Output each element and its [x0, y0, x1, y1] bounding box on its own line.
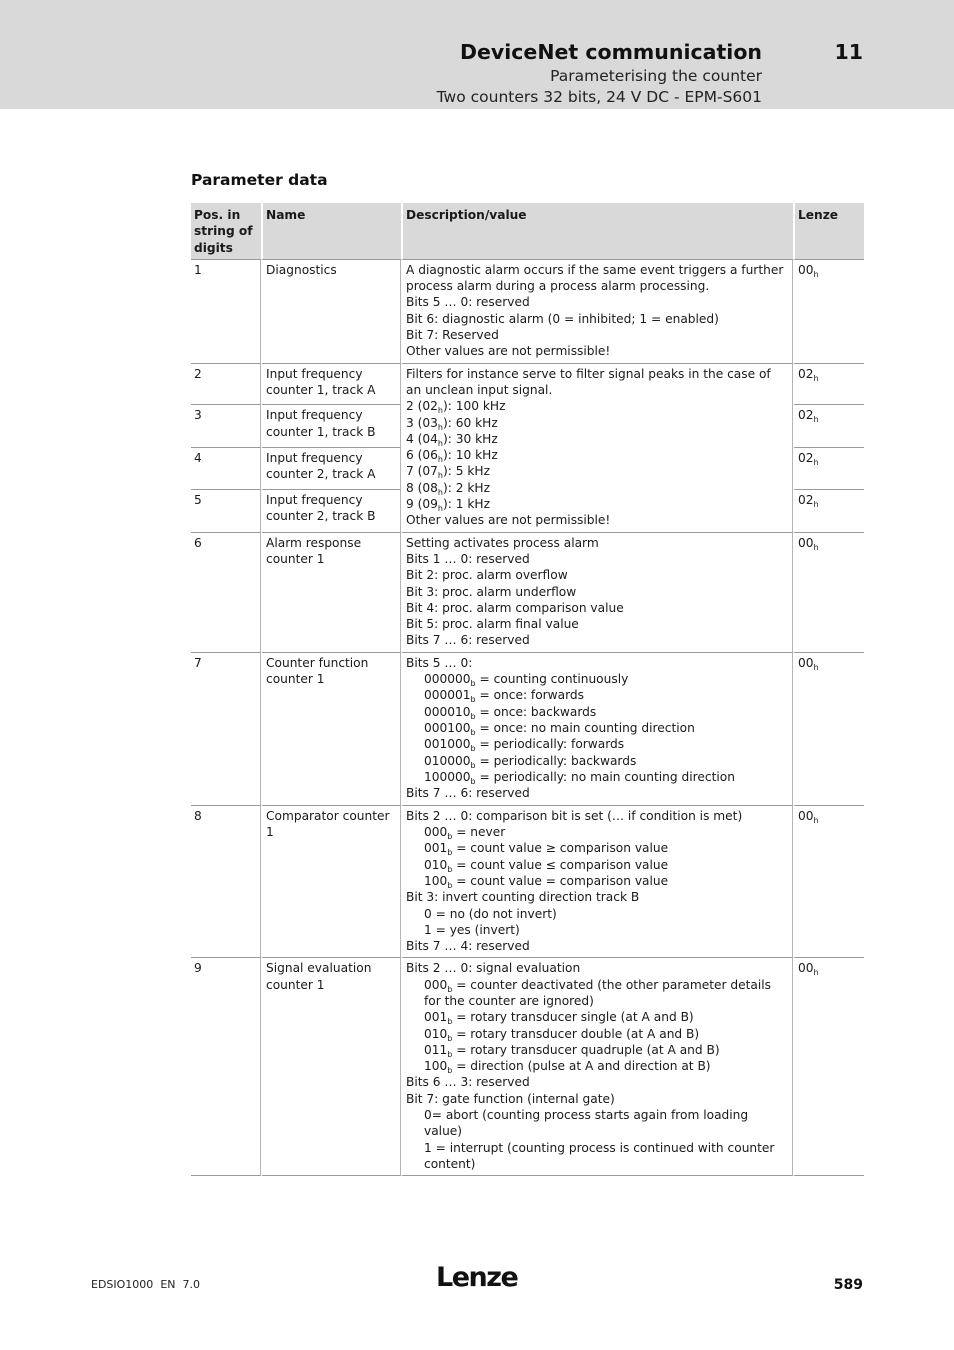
page-subtitle-2: Two counters 32 bits, 24 V DC - EPM-S601: [436, 88, 762, 106]
parameter-table: [191, 203, 864, 1176]
desc-line: Bit 4: proc. alarm comparison value: [406, 600, 624, 615]
desc-line: Bits 7 … 6: reserved: [406, 786, 530, 801]
desc-line: $010_b$ = count value ≤ comparison value: [424, 857, 669, 874]
desc-line: 6 $(06_h)$: 10 kHz: [406, 448, 498, 465]
table-row: [191, 260, 864, 364]
table-row: [191, 806, 864, 959]
cell-pos: 6: [191, 533, 261, 653]
header-name: Name: [261, 203, 401, 260]
table-row: [191, 533, 864, 653]
desc-line: Bits 5 … 0:: [406, 655, 473, 670]
desc-line: 9 $(09_h)$: 1 kHz: [406, 497, 490, 514]
table-row: [191, 653, 864, 806]
cell-desc: [401, 653, 793, 806]
desc-line: $001_b$ = rotary transducer single (at A and B): [424, 1010, 694, 1027]
cell-name: Signal evaluation counter 1: [261, 958, 401, 1176]
cell-desc-frequency: [401, 364, 793, 533]
cell-desc: [401, 958, 793, 1176]
desc-line: $001_b$ = count value ≥ comparison value: [424, 841, 669, 858]
desc-line: Bits 6 … 3: reserved: [406, 1075, 530, 1090]
cell-lenze: $02_h$: [793, 405, 864, 448]
header-band: [0, 0, 954, 109]
desc-line: $100000_b$ = periodically: no main counting direction: [424, 769, 735, 786]
table-header-row: [191, 203, 864, 260]
desc-line: 0 = no (do not invert): [424, 906, 557, 921]
cell-desc: [401, 533, 793, 653]
cell-name: Input frequency counter 1, track A: [261, 364, 401, 406]
header-lenze: Lenze: [793, 203, 864, 260]
cell-lenze: $02_h$: [793, 364, 864, 406]
desc-line: Bit 7: gate function (internal gate): [406, 1091, 615, 1106]
cell-lenze: $02_h$: [793, 448, 864, 490]
page-subtitle-1: Parameterising the counter: [550, 67, 762, 85]
desc-line: $010000_b$ = periodically: backwards: [424, 753, 637, 770]
cell-pos: 8: [191, 806, 261, 959]
cell-name: Alarm response counter 1: [261, 533, 401, 653]
cell-desc: [401, 806, 793, 959]
header-pos: Pos. in string of digits: [191, 203, 261, 260]
lenze-logo: Lenze: [436, 1262, 518, 1293]
desc-line: Setting activates process alarm: [406, 535, 599, 550]
cell-pos: 5: [191, 490, 261, 533]
desc-line: $100_b$ = direction (pulse at A and direction at B): [424, 1059, 711, 1076]
cell-name: Comparator counter 1: [261, 806, 401, 959]
cell-name: Input frequency counter 2, track B: [261, 490, 401, 533]
cell-pos: 2: [191, 364, 261, 406]
desc-line: Other values are not permissible!: [406, 344, 611, 359]
desc-line: Bits 2 … 0: comparison bit is set (… if condition is met): [406, 808, 743, 823]
cell-pos: 9: [191, 958, 261, 1176]
desc-line: Bits 7 … 6: reserved: [406, 633, 530, 648]
cell-pos: 1: [191, 260, 261, 364]
cell-lenze: $00_h$: [793, 806, 864, 959]
desc-line: 0= abort (counting process starts again from loading value): [424, 1108, 749, 1139]
cell-lenze: $00_h$: [793, 260, 864, 364]
desc-line: Bits 2 … 0: signal evaluation: [406, 961, 581, 976]
desc-line: Bits 1 … 0: reserved: [406, 551, 530, 566]
cell-name: Input frequency counter 2, track A: [261, 448, 401, 490]
desc-line: $000001_b$ = once: forwards: [424, 688, 585, 705]
desc-line: $011_b$ = rotary transducer quadruple (at A and B): [424, 1042, 720, 1059]
footer-document-id: EDSIO1000 EN 7.0: [91, 1278, 200, 1291]
page-title: DeviceNet communication: [459, 40, 762, 64]
desc-line: $010_b$ = rotary transducer double (at A and B): [424, 1026, 700, 1043]
desc-line: 3 $(03_h)$: 60 kHz: [406, 415, 498, 432]
desc-line: $000_b$ = counter deactivated (the other parameter details for the counter are ignored): [424, 977, 771, 1008]
desc-line: Bit 3: invert counting direction track B: [406, 890, 640, 905]
page-number: 589: [833, 1277, 863, 1293]
desc-line: 2 $(02_h)$: 100 kHz: [406, 399, 506, 416]
cell-name: Input frequency counter 1, track B: [261, 405, 401, 448]
desc-line: Bits 5 … 0: reserved: [406, 295, 530, 310]
cell-desc: [401, 260, 793, 364]
desc-line: Bit 2: proc. alarm overflow: [406, 568, 568, 583]
table-row: [191, 958, 864, 1176]
desc-line: Bits 7 … 4: reserved: [406, 939, 530, 954]
desc-line: 7 $(07_h)$: 5 kHz: [406, 464, 490, 481]
desc-line: Bit 7: Reserved: [406, 328, 499, 343]
header-desc: Description/value: [401, 203, 793, 260]
cell-pos: 3: [191, 405, 261, 448]
cell-name: Counter function counter 1: [261, 653, 401, 806]
table-row: [191, 364, 864, 406]
section-title: Parameter data: [191, 171, 328, 189]
desc-line: $000100_b$ = once: no main counting direction: [424, 720, 695, 737]
desc-line: $000000_b$ = counting continuously: [424, 672, 629, 689]
desc-line: 8 $(08_h)$: 2 kHz: [406, 480, 490, 497]
desc-line: $100_b$ = count value = comparison value: [424, 873, 669, 890]
desc-line: A diagnostic alarm occurs if the same event triggers a further process alarm during a process alarm processing.: [406, 262, 784, 294]
desc-line: Filters for instance serve to filter signal peaks in the case of an unclean input signal.: [406, 366, 771, 397]
desc-line: $000_b$ = never: [424, 825, 506, 842]
desc-line: 1 = interrupt (counting process is continued with counter content): [424, 1140, 775, 1171]
desc-line: Bit 6: diagnostic alarm (0 = inhibited; 1 = enabled): [406, 311, 719, 326]
desc-line: Bit 3: proc. alarm underflow: [406, 584, 577, 599]
chapter-number: 11: [834, 40, 863, 64]
desc-line: $000010_b$ = once: backwards: [424, 704, 597, 721]
cell-lenze: $00_h$: [793, 653, 864, 806]
cell-name: Diagnostics: [261, 260, 401, 364]
desc-line: 1 = yes (invert): [424, 922, 520, 937]
cell-lenze: $02_h$: [793, 490, 864, 533]
desc-line: Bit 5: proc. alarm final value: [406, 617, 579, 632]
cell-pos: 7: [191, 653, 261, 806]
cell-pos: 4: [191, 448, 261, 490]
cell-lenze: $00_h$: [793, 533, 864, 653]
desc-line: $001000_b$ = periodically: forwards: [424, 737, 625, 754]
desc-line: Other values are not permissible!: [406, 513, 611, 528]
cell-lenze: $00_h$: [793, 958, 864, 1176]
desc-line: 4 $(04_h)$: 30 kHz: [406, 431, 498, 448]
